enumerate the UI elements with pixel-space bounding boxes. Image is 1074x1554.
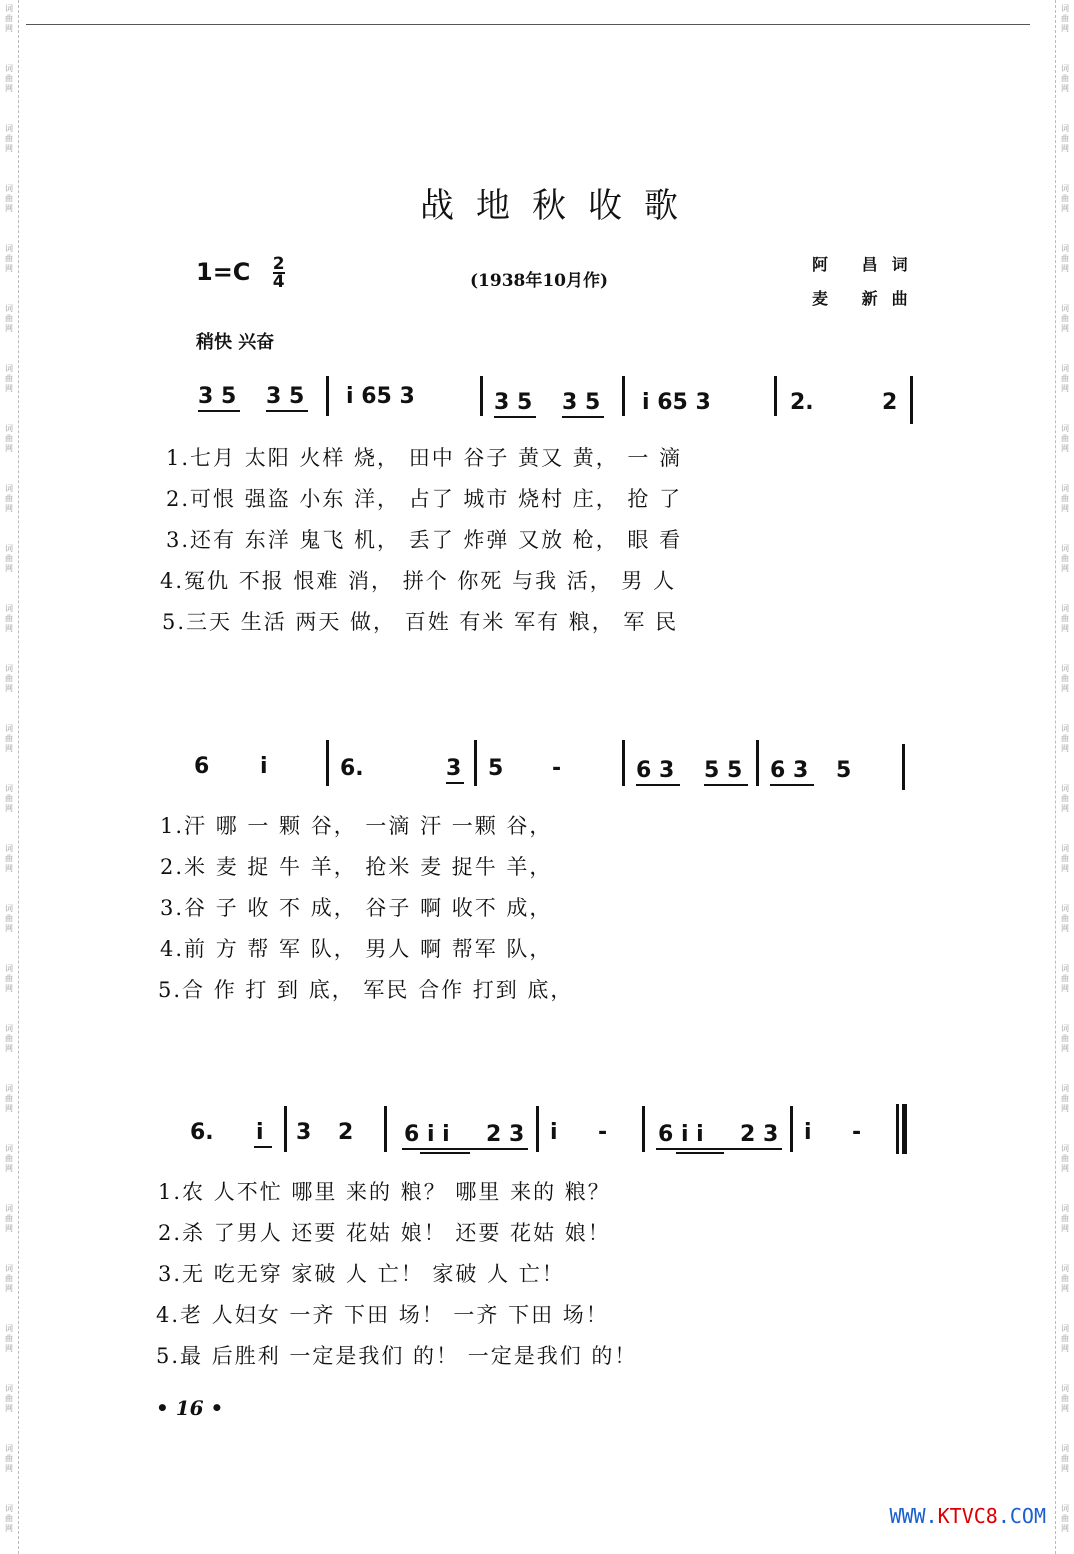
- note-group: 2 3: [740, 1122, 779, 1147]
- side-watermark-mark: 词曲网: [5, 1204, 13, 1233]
- final-barline-thick: [902, 1104, 907, 1154]
- side-watermark-mark: 词曲网: [1061, 184, 1069, 213]
- beam: [704, 784, 748, 786]
- barline: [474, 740, 477, 786]
- note-group: 5: [488, 756, 504, 781]
- beam: [562, 416, 604, 418]
- lyric-line: 4.冤仇 不报 恨难 消， 拼个 你死 与我 活， 男 人: [160, 569, 677, 593]
- side-watermark-mark: 词曲网: [1061, 544, 1069, 573]
- lyricist-credit: 阿 昌词: [812, 255, 922, 274]
- side-watermark-mark: 词曲网: [1061, 1504, 1069, 1533]
- beam: [494, 416, 536, 418]
- side-watermark-mark: 词曲网: [5, 1024, 13, 1053]
- watermark-middle: KTVC8: [937, 1504, 998, 1528]
- side-watermark-mark: 词曲网: [1061, 1204, 1069, 1233]
- watermark-prefix: WWW.: [889, 1504, 938, 1528]
- note-group: -: [852, 1120, 862, 1145]
- side-watermark-mark: 词曲网: [1061, 304, 1069, 333]
- note-group: i: [550, 1120, 558, 1145]
- barline: [480, 376, 483, 416]
- side-watermark-mark: 词曲网: [1061, 1324, 1069, 1353]
- side-watermark-mark: 词曲网: [5, 304, 13, 333]
- note-group: i: [804, 1120, 812, 1145]
- note-group: 3 5: [562, 390, 601, 415]
- beam: [446, 782, 464, 784]
- side-watermark-mark: 词曲网: [5, 124, 13, 153]
- lyric-line: 2.杀 了男人 还要 花姑 娘！ 还要 花姑 娘！: [158, 1221, 611, 1245]
- note-group: 2.: [790, 390, 814, 415]
- tempo-marking: 稍快 兴奋: [196, 332, 275, 353]
- barline: [622, 376, 625, 416]
- note-group: 6 i i: [404, 1122, 450, 1147]
- time-signature-bottom: 4: [272, 272, 285, 292]
- song-title: 战地秋收歌: [420, 186, 700, 226]
- note-group: 5 5: [704, 758, 743, 783]
- side-watermark-mark: 词曲网: [5, 904, 13, 933]
- right-margin-strip: [1055, 0, 1074, 1554]
- beam: [656, 1148, 782, 1150]
- side-watermark-mark: 词曲网: [1061, 1144, 1069, 1173]
- side-watermark-mark: 词曲网: [1061, 844, 1069, 873]
- note-group: i 65 3: [346, 384, 415, 409]
- side-watermark-mark: 词曲网: [1061, 424, 1069, 453]
- note-group: 6 i i: [658, 1122, 704, 1147]
- top-rule: [26, 24, 1030, 25]
- side-watermark-mark: 词曲网: [5, 844, 13, 873]
- lyric-line: 3.无 吃无穿 家破 人 亡！ 家破 人 亡！: [158, 1262, 565, 1286]
- side-watermark-mark: 词曲网: [5, 1084, 13, 1113]
- lyric-line: 2.可恨 强盗 小东 洋， 占了 城市 烧村 庄， 抢 了: [166, 487, 683, 511]
- final-barline-thin: [896, 1104, 899, 1154]
- note-group: i: [260, 754, 268, 779]
- side-watermark-mark: 词曲网: [1061, 1084, 1069, 1113]
- side-watermark-mark: 词曲网: [1061, 964, 1069, 993]
- barline: [902, 744, 905, 790]
- barline: [642, 1106, 645, 1152]
- side-watermark-mark: 词曲网: [1061, 1444, 1069, 1473]
- side-watermark-mark: 词曲网: [1061, 124, 1069, 153]
- lyric-line: 5.三天 生活 两天 做， 百姓 有米 军有 粮， 军 民: [162, 610, 679, 634]
- beam: [676, 1152, 724, 1154]
- note-group: 2 3: [486, 1122, 525, 1147]
- side-watermark-mark: 词曲网: [5, 604, 13, 633]
- lyric-line: 4.老 人妇女 一齐 下田 场！ 一齐 下田 场！: [156, 1303, 609, 1327]
- side-watermark-mark: 词曲网: [5, 964, 13, 993]
- side-watermark-mark: 词曲网: [1061, 664, 1069, 693]
- barline: [384, 1106, 387, 1152]
- side-watermark-mark: 词曲网: [5, 1144, 13, 1173]
- side-watermark-mark: 词曲网: [5, 1264, 13, 1293]
- site-watermark: [889, 1504, 1046, 1528]
- lyric-line: 1.汗 哪 一 颗 谷， 一滴 汗 一颗 谷，: [160, 814, 553, 838]
- beam: [420, 1152, 470, 1154]
- barline: [790, 1106, 793, 1152]
- watermark-suffix: .COM: [997, 1504, 1046, 1528]
- barline: [756, 740, 759, 786]
- composition-date: (1938年10月作): [470, 271, 609, 291]
- note-group: -: [598, 1120, 608, 1145]
- side-watermark-mark: 词曲网: [1061, 64, 1069, 93]
- note-group: -: [552, 756, 562, 781]
- side-watermark-mark: 词曲网: [5, 244, 13, 273]
- key-signature: [196, 256, 285, 290]
- note-group: i: [256, 1120, 264, 1145]
- barline: [774, 376, 777, 416]
- note-group: 6: [194, 754, 210, 779]
- note-group: 5: [836, 758, 852, 783]
- side-watermark-mark: 词曲网: [1061, 724, 1069, 753]
- side-watermark-mark: 词曲网: [1061, 4, 1069, 33]
- side-watermark-mark: 词曲网: [1061, 364, 1069, 393]
- lyric-line: 1.七月 太阳 火样 烧， 田中 谷子 黄又 黄， 一 滴: [166, 446, 683, 470]
- side-watermark-mark: 词曲网: [5, 664, 13, 693]
- note-group: 6 3: [636, 758, 675, 783]
- key-label: 1=C: [196, 258, 251, 286]
- lyric-line: 1.农 人不忙 哪里 来的 粮？ 哪里 来的 粮？: [158, 1180, 611, 1204]
- beam: [636, 784, 680, 786]
- side-watermark-mark: 词曲网: [1061, 1384, 1069, 1413]
- side-watermark-mark: 词曲网: [5, 544, 13, 573]
- side-watermark-mark: 词曲网: [5, 424, 13, 453]
- side-watermark-mark: 词曲网: [1061, 1024, 1069, 1053]
- note-group: 3 5: [198, 384, 237, 409]
- side-watermark-mark: 词曲网: [1061, 484, 1069, 513]
- note-group: 3: [296, 1120, 312, 1145]
- side-watermark-mark: 词曲网: [1061, 904, 1069, 933]
- lyric-line: 2.米 麦 捉 牛 羊， 抢米 麦 捉牛 羊，: [160, 855, 553, 879]
- barline: [622, 740, 625, 786]
- time-signature-top: 2: [272, 254, 285, 274]
- note-group: i 65 3: [642, 390, 711, 415]
- side-watermark-mark: 词曲网: [5, 364, 13, 393]
- beam: [198, 410, 240, 412]
- barline: [536, 1106, 539, 1152]
- lyric-line: 5.合 作 打 到 底， 军民 合作 打到 底，: [158, 978, 574, 1002]
- note-group: 3 5: [494, 390, 533, 415]
- side-watermark-mark: 词曲网: [5, 1444, 13, 1473]
- time-signature: [273, 256, 285, 290]
- beam: [254, 1146, 272, 1148]
- lyric-line: 4.前 方 帮 军 队， 男人 啊 帮军 队，: [160, 937, 553, 961]
- note-group: 6.: [340, 756, 364, 781]
- composer-credit: 麦 新曲: [812, 289, 922, 308]
- side-watermark-mark: 词曲网: [5, 1504, 13, 1533]
- barline: [910, 376, 913, 424]
- lyric-line: 3.谷 子 收 不 成， 谷子 啊 收不 成，: [160, 896, 553, 920]
- page-number: • 16 •: [156, 1396, 224, 1420]
- beam: [770, 784, 814, 786]
- side-watermark-mark: 词曲网: [5, 484, 13, 513]
- note-group: 2: [882, 390, 898, 415]
- beam: [266, 410, 308, 412]
- side-watermark-mark: 词曲网: [5, 1384, 13, 1413]
- side-watermark-mark: 词曲网: [1061, 784, 1069, 813]
- lyric-line: 5.最 后胜利 一定是我们 的！ 一定是我们 的！: [156, 1344, 638, 1368]
- note-group: 6.: [190, 1120, 214, 1145]
- note-group: 6 3: [770, 758, 809, 783]
- side-watermark-mark: 词曲网: [5, 64, 13, 93]
- note-group: 2: [338, 1120, 354, 1145]
- barline: [284, 1106, 287, 1152]
- side-watermark-mark: 词曲网: [5, 4, 13, 33]
- left-margin-strip: [0, 0, 19, 1554]
- side-watermark-mark: 词曲网: [5, 1324, 13, 1353]
- side-watermark-mark: 词曲网: [1061, 604, 1069, 633]
- beam: [402, 1148, 528, 1150]
- side-watermark-mark: 词曲网: [1061, 244, 1069, 273]
- side-watermark-mark: 词曲网: [5, 784, 13, 813]
- barline: [326, 740, 329, 786]
- side-watermark-mark: 词曲网: [5, 724, 13, 753]
- side-watermark-mark: 词曲网: [5, 184, 13, 213]
- note-group: 3: [446, 756, 462, 781]
- note-group: 3 5: [266, 384, 305, 409]
- side-watermark-mark: 词曲网: [1061, 1264, 1069, 1293]
- lyric-line: 3.还有 东洋 鬼飞 机， 丢了 炸弹 又放 枪， 眼 看: [166, 528, 683, 552]
- barline: [326, 376, 329, 416]
